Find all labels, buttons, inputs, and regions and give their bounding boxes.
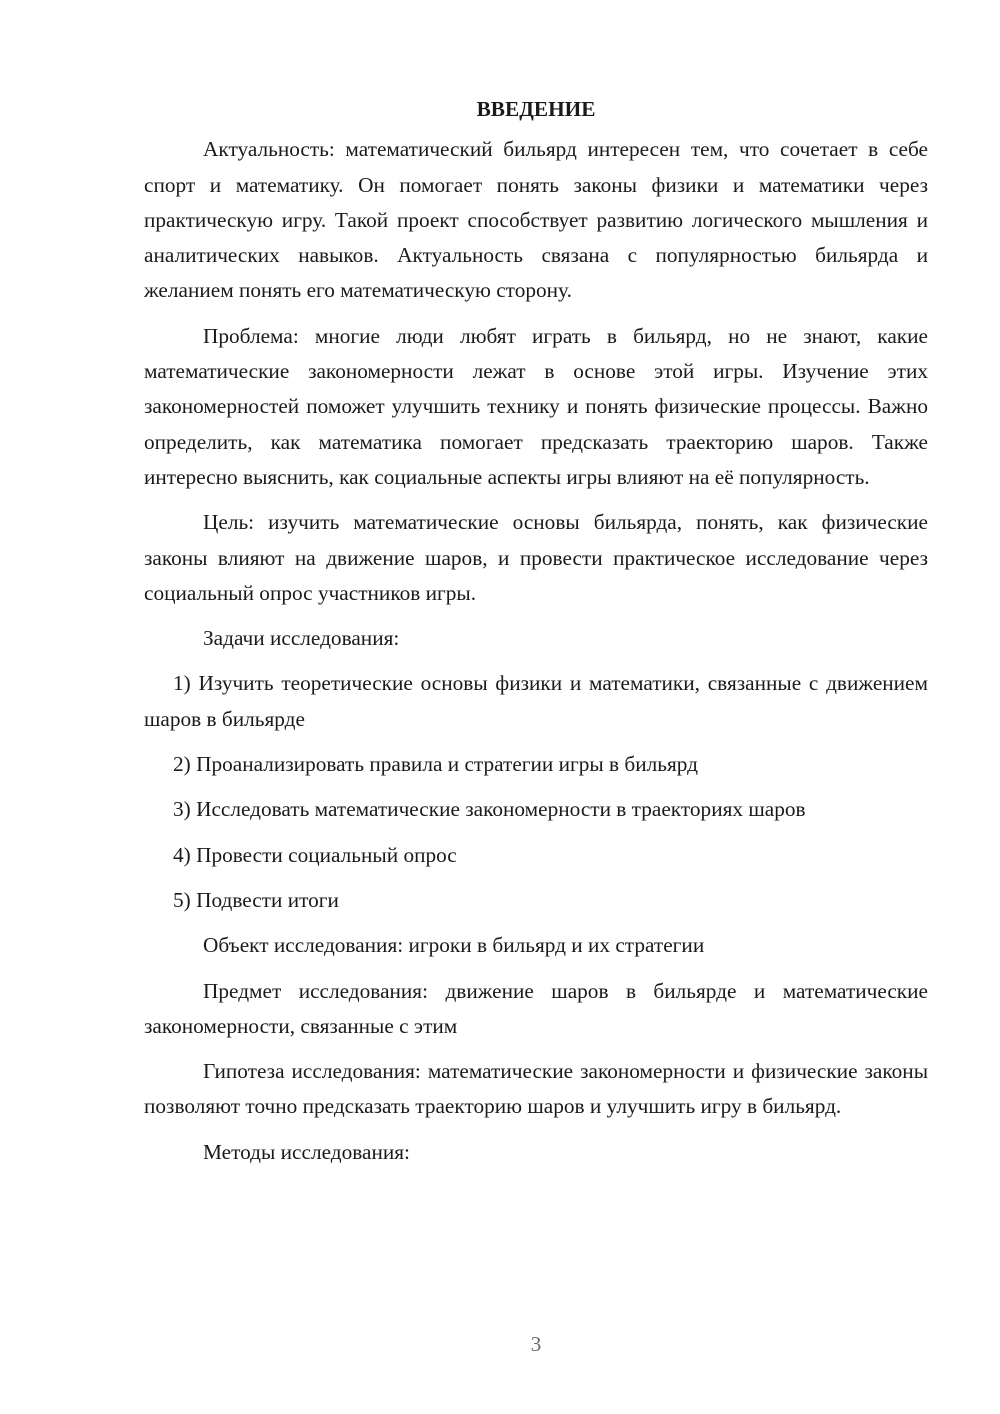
paragraph-object: Объект исследования: игроки в бильярд и их стратегии — [203, 933, 705, 958]
page-number: 3 — [530, 1332, 542, 1356]
paragraph-tasks-heading: Задачи исследования: — [203, 626, 400, 651]
paragraph-goal: Цель: изучить математические основы бильярда, понять, как физические законы влияют на движение шаров, и провести практическое исследование через социальный опрос участников игры. — [144, 510, 928, 605]
task-item-3: 3) Исследовать математические закономерности в траекториях шаров — [173, 797, 806, 822]
task-item-2: 2) Проанализировать правила и стратегии игры в бильярд — [173, 752, 699, 777]
page-content — [144, 92, 928, 1170]
task-item-4: 4) Провести социальный опрос — [173, 842, 457, 867]
paragraph-subject: Предмет исследования: движение шаров в бильярде и математические закономерности, связанные с этим — [144, 978, 928, 1038]
paragraph-problem: Проблема: многие люди любят играть в бильярд, но не знают, какие математические закономерности лежат в основе этой игры. Изучение этих закономерностей поможет улучшить технику и понять физические процессы. Важно определить, как математика помогает предсказать траекторию шаров. Также интересно выяснить, как социальные аспекты игры влияют на её популярность. — [144, 323, 928, 489]
paragraph-methods: Методы исследования: — [203, 1139, 410, 1164]
task-item-5: 5) Подвести итоги — [173, 887, 339, 912]
paragraph-hypothesis: Гипотеза исследования: математические закономерности и физические законы позволяют точно предсказать траекторию шаров и улучшить игру в бильярд. — [144, 1059, 928, 1119]
paragraph-relevance: Актуальность: математический бильярд интересен тем, что сочетает в себе спорт и математику. Он помогает понять законы физики и математики через практическую игру. Такой проект способствует развитию логического мышления и аналитических навыков. Актуальность связана с популярностью бильярда и желанием понять его математическую сторону. — [144, 137, 928, 303]
section-title: ВВЕДЕНИЕ — [476, 97, 596, 121]
task-item-1: 1) Изучить теоретические основы физики и математики, связанные с движением шаров в бильярде — [144, 671, 928, 731]
